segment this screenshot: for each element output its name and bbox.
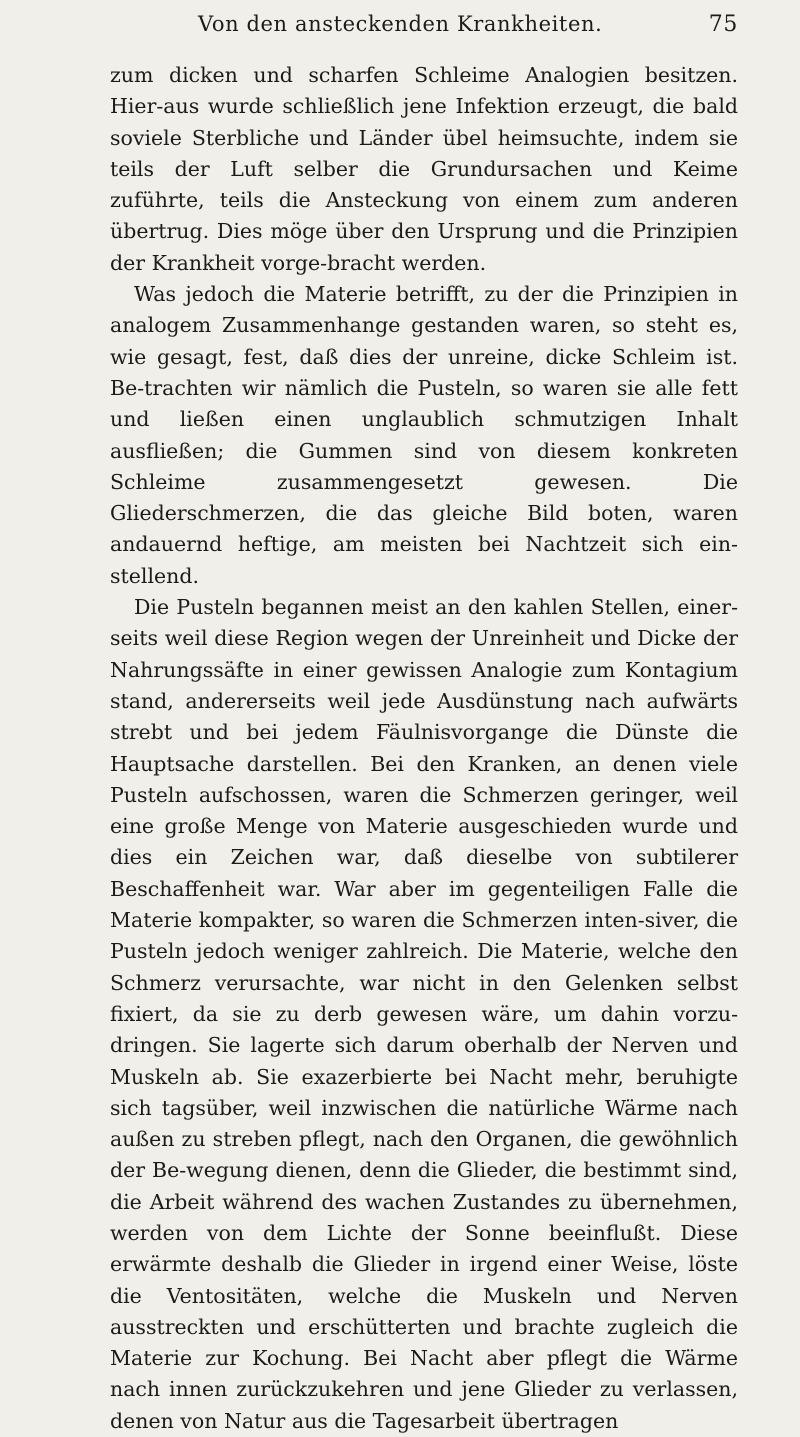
paragraph-1: zum dicken und scharfen Schleime Analogien besitzen. Hier-aus wurde schließlich jene Infektion erzeugt, die bald soviele Sterbliche und Länder übel heimsuchte, indem sie teils der Luft selber die Grundursachen und Keime zuführte, teils die Ansteckung von einem zum anderen übertrug. Dies möge über den Ursprung und die Prinzipien der Krankheit vorge-bracht werden. [110,63,738,275]
running-title: Von den ansteckenden Krankheiten. [198,12,603,36]
page-number: 75 [708,12,738,37]
paragraph-2: Was jedoch die Materie betrifft, zu der die Prinzipien in analogem Zusammenhange gestanden waren, so steht es, wie gesagt, fest, daß dies der unreine, dicke Schleim ist. Be-trachten wir nämlich die Pusteln, so waren sie alle fett und ließen einen unglaublich schmutzigen Inhalt ausfließen; die Gummen sind von diesem konkreten Schleime zusammengesetzt gewesen. Die Gliederschmerzen, die das gleiche Bild boten, waren andauernd heftige, am meisten bei Nachtzeit sich ein-stellend. [110,282,738,588]
paragraph-3: Die Pusteln begannen meist an den kahlen Stellen, einer-seits weil diese Region wegen der Unreinheit und Dicke der Nahrungssäfte in einer gewissen Analogie zum Kontagium stand, andererseits weil jede Ausdünstung nach aufwärts strebt und bei jedem Fäulnisvorgange die Dünste die Hauptsache darstellen. Bei den Kranken, an denen viele Pusteln aufschossen, waren die Schmerzen geringer, weil eine große Menge von Materie ausgeschieden wurde und dies ein Zeichen war, daß dieselbe von subtilerer Beschaffenheit war. War aber im gegenteiligen Falle die Materie kompakter, so waren die Schmerzen inten-siver, die Pusteln jedoch weniger zahlreich. Die Materie, welche den Schmerz verursachte, war nicht in den Gelenken selbst fixiert, da sie zu derb gewesen wäre, um dahin vorzu-dringen. Sie lagerte sich darum oberhalb der Nerven und Muskeln ab. Sie exazerbierte bei Nacht mehr, beruhigte sich tagsüber, weil inzwischen die natürliche Wärme nach außen zu streben pflegt, nach den Organen, die gewöhnlich der Be-wegung dienen, denn die Glieder, die bestimmt sind, die Arbeit während des wachen Zustandes zu übernehmen, werden von dem Lichte der Sonne beeinflußt. Diese erwärmte deshalb die Glieder in irgend einer Weise, löste die Ventositäten, welche die Muskeln und Nerven ausstreckten und erschütterten und brachte zugleich die Materie zur Kochung. Bei Nacht aber pflegt die Wärme nach innen zurückzukehren und jene Glieder zu verlassen, denen von Natur aus die Tagesarbeit übertragen [110,595,738,1433]
page-header [110,12,738,52]
body-text [110,60,738,1437]
